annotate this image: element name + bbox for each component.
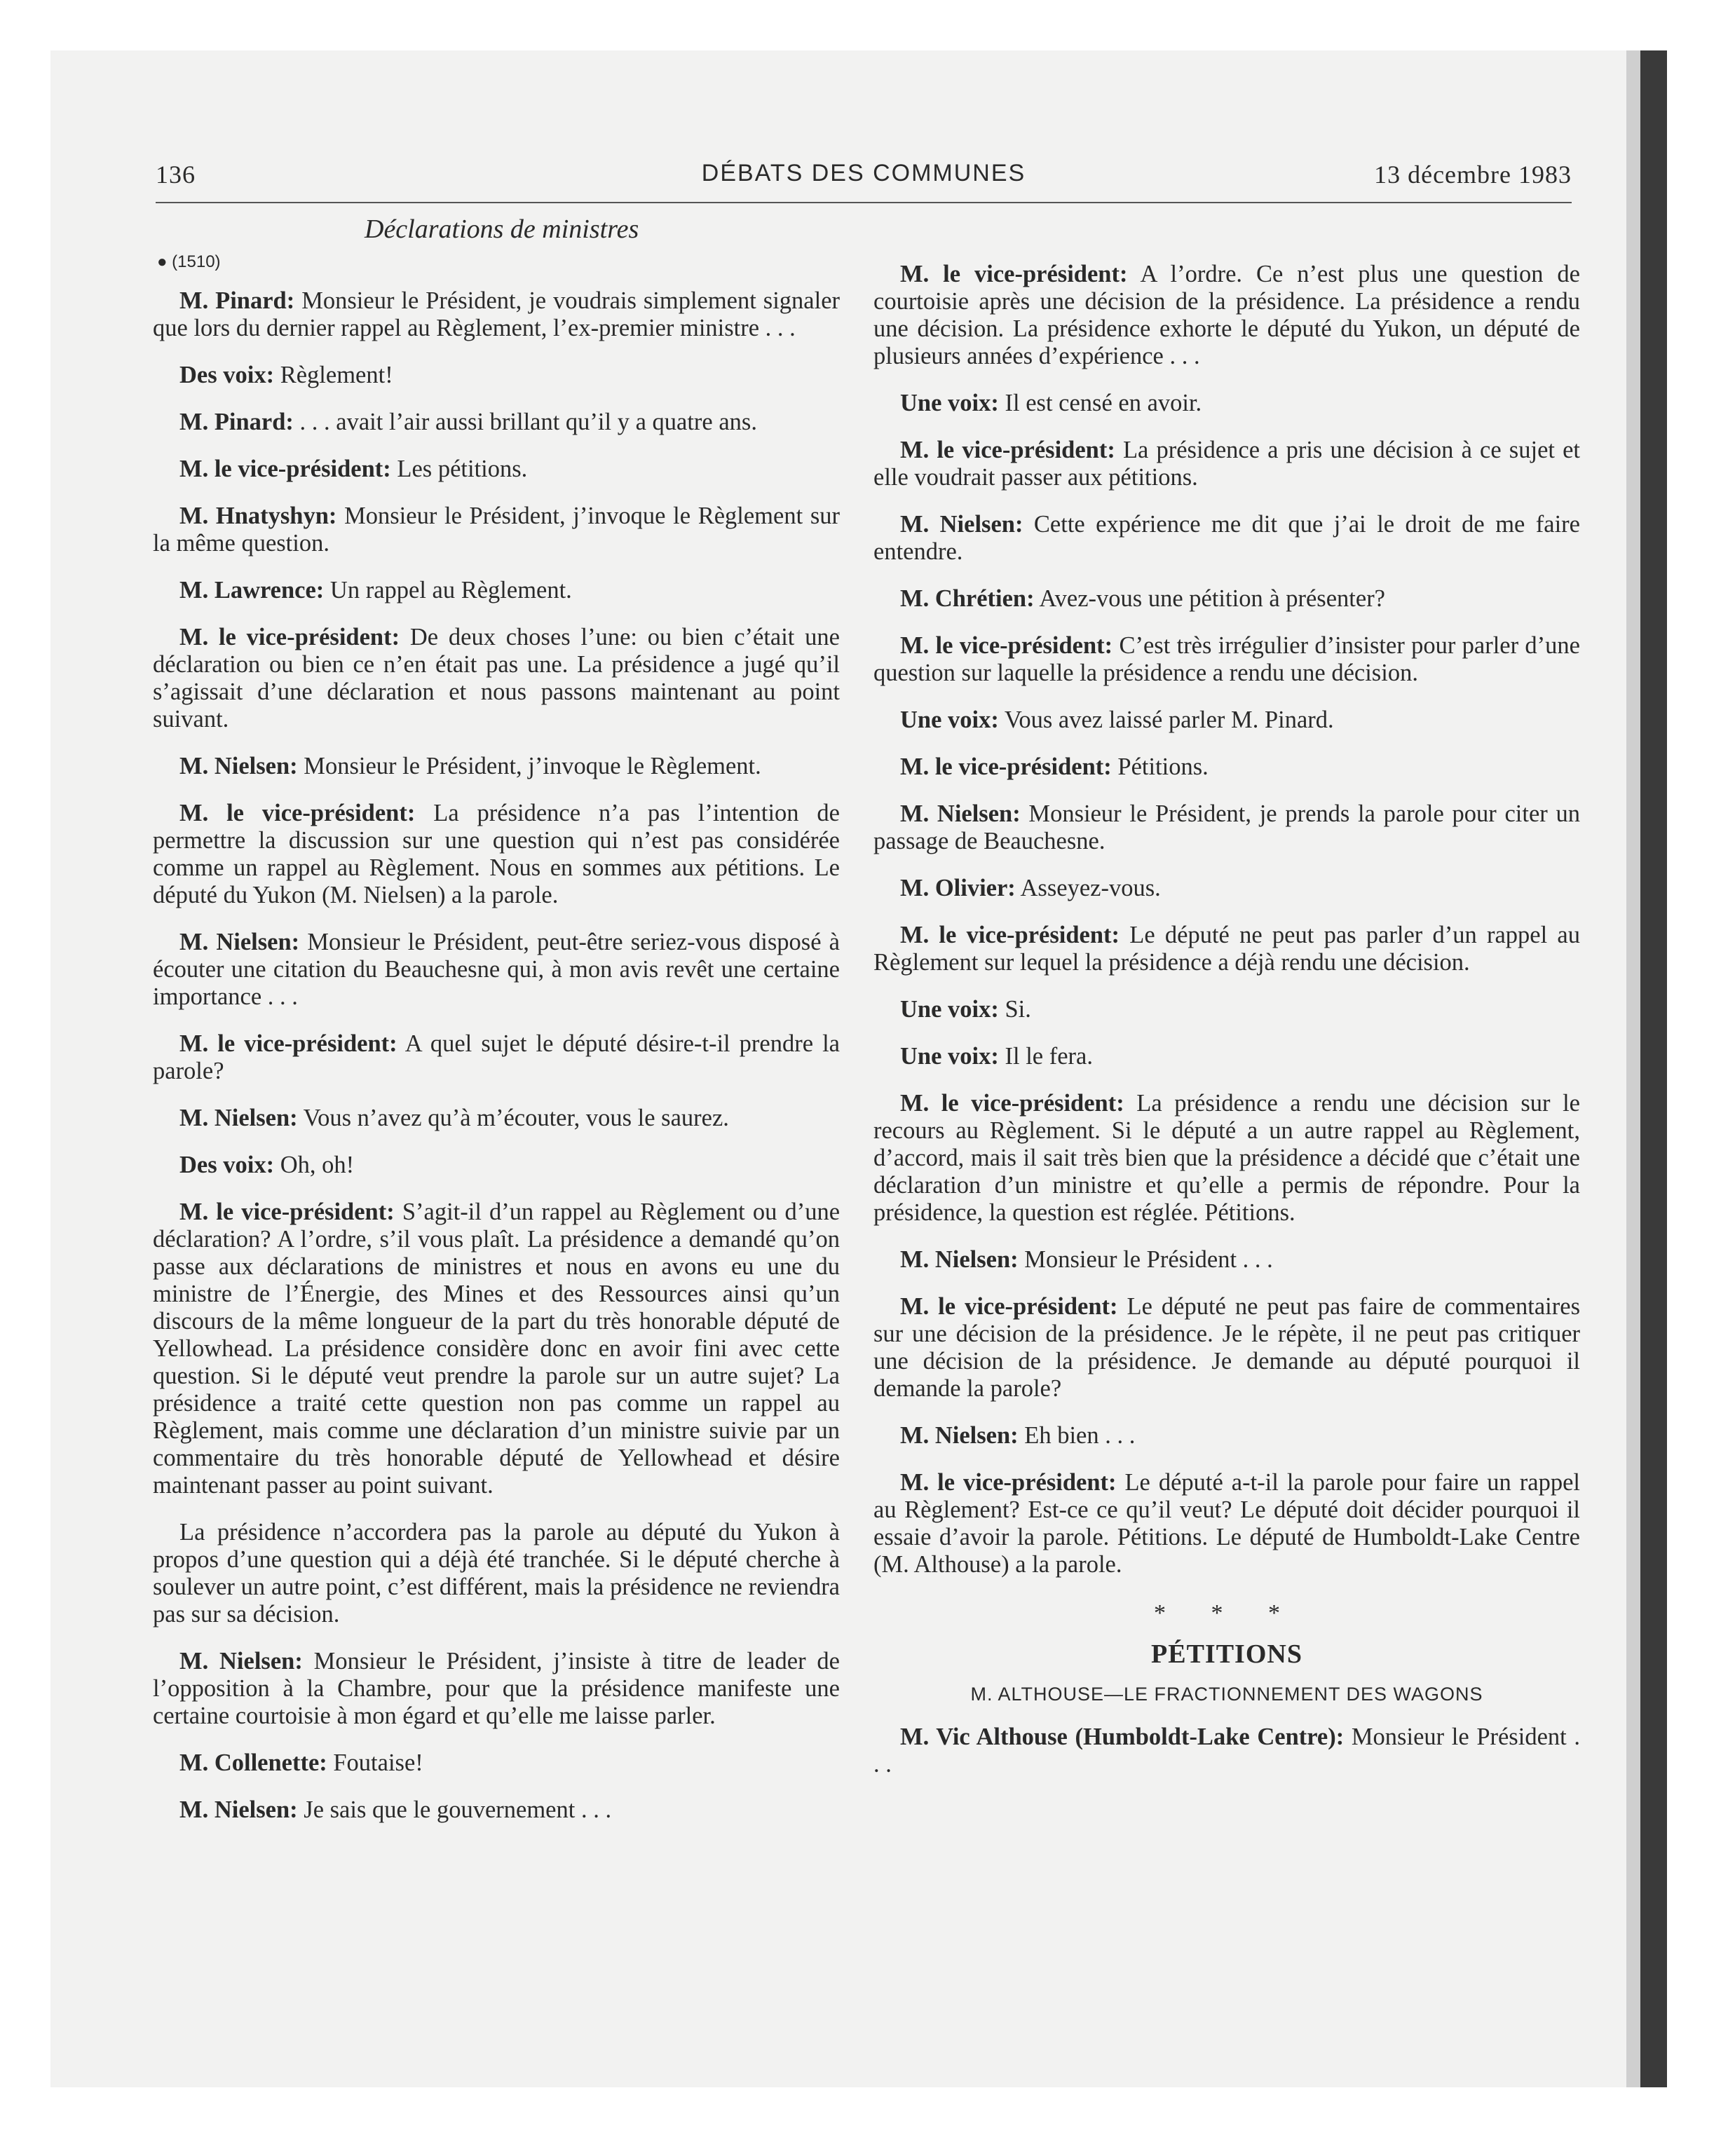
speech-paragraph — [873, 261, 1580, 370]
speech-text: Monsieur le Président, j’insiste à titre de leader de l’opposition à la Chambre, pour que la présidence manifeste une certaine courtoisie à mon égard et qu’elle me laisse parler. — [153, 1648, 840, 1729]
speaker-name: M. Nielsen: — [179, 1648, 303, 1674]
speech-text: Monsieur le Président . . . — [1018, 1246, 1273, 1273]
speaker-name: M. le vice-président: — [900, 1469, 1117, 1496]
speech-text: La présidence a pris une décision à ce sujet et elle voudrait passer aux pétitions. — [873, 437, 1581, 491]
speaker-name: Une voix: — [900, 390, 999, 416]
speech-paragraph — [153, 753, 840, 780]
speech-text: Monsieur le Président, je prends la parole pour citer un passage de Beauchesne. — [873, 800, 1580, 854]
speech-text: Vous avez laissé parler M. Pinard. — [998, 707, 1334, 733]
right-column — [873, 261, 1580, 1798]
speech-text: Il est censé en avoir. — [998, 390, 1202, 416]
speech-text: Asseyez-vous. — [1015, 875, 1161, 901]
speaker-name: M. le vice-président: — [900, 1090, 1124, 1117]
speaker-name: M. le vice-président: — [900, 437, 1115, 463]
speaker-name: Des voix: — [179, 362, 275, 388]
speech-text: Règlement! — [274, 362, 393, 388]
section-heading: Déclarations de ministres — [365, 214, 639, 244]
speech-paragraph — [873, 1246, 1580, 1274]
speech-text: Monsieur le Président . . . — [873, 1724, 1580, 1778]
speech-paragraph — [153, 577, 840, 604]
issue-date: 13 décembre 1983 — [1374, 161, 1572, 189]
speech-paragraph — [153, 409, 840, 436]
speech-text: . . . avait l’air aussi brillant qu’il y a quatre ans. — [293, 409, 757, 435]
speech-text: Un rappel au Règlement. — [324, 577, 572, 603]
speech-paragraph — [873, 585, 1580, 613]
speech-text: La présidence n’a pas l’intention de permettre la discussion sur une question qui n’est pas considérée comme un rappel au Règlement. Nous en sommes aux pétitions. Le député du Yukon (M. Nielsen) a la parole. — [153, 800, 840, 908]
speaker-name: M. le vice-président: — [179, 456, 391, 482]
time-marker: ● (1510) — [157, 252, 221, 271]
petitions-heading: PÉTITIONS — [1151, 1639, 1302, 1669]
page-number: 136 — [156, 161, 196, 189]
speech-paragraph — [153, 1199, 840, 1499]
speaker-name: Une voix: — [900, 1043, 999, 1070]
speech-text: Le député a-t-il la parole pour faire un rappel au Règlement? Est-ce ce qu’il veut? Le député doit décider pourquoi il essaie d’avoir la parole. Pétitions. Le député de Humboldt-Lake Centre (M. Althouse) a la parole. — [873, 1469, 1580, 1578]
speech-paragraph — [153, 287, 840, 342]
left-column — [153, 287, 840, 1843]
speech-paragraph — [873, 632, 1580, 687]
speaker-name: Une voix: — [900, 707, 999, 733]
speech-paragraph — [153, 1105, 840, 1132]
speech-text: A quel sujet le député désire-t-il prendre la parole? — [153, 1030, 840, 1084]
speech-paragraph — [873, 1293, 1580, 1403]
speaker-name: M. Nielsen: — [179, 1105, 298, 1131]
speech-paragraph — [873, 437, 1580, 491]
speech-paragraph — [153, 362, 840, 389]
speaker-name: M. Pinard: — [179, 287, 295, 314]
speech-text: S’agit-il d’un rappel au Règlement ou d’une déclaration? A l’ordre, s’il vous plaît. La présidence a demandé qu’on passe aux déclarations de ministres et nous en avons eu une du ministre de l’Énergie, des Mines et des Ressources ainsi qu’un discours de la même longueur de la part du très honorable député de Yellowhead. La présidence considère donc en avoir fini avec cette question. Si le député veut prendre la parole sur un autre sujet? La présidence a traité cette question non pas comme un rappel au Règlement, mais comme une déclaration d’un ministre suivie par un commentaire du très honorable député de Yellowhead et désire maintenant passer au point suivant. — [153, 1199, 841, 1499]
speech-paragraph — [153, 1030, 840, 1085]
speech-text: Vous n’avez qu’à m’écouter, vous le saurez. — [297, 1105, 729, 1131]
speech-paragraph — [873, 1422, 1580, 1449]
speaker-name: M. Nielsen: — [179, 929, 300, 955]
speech-paragraph — [873, 922, 1580, 976]
speaker-name: M. Pinard: — [179, 409, 294, 435]
speaker-name: M. Hnatyshyn: — [179, 503, 337, 529]
speaker-name: Des voix: — [179, 1152, 275, 1178]
speech-text: Le député ne peut pas faire de commentaires sur une décision de la présidence. Je le répète, il ne peut pas critiquer une décision de la présidence. Je demande au député pourquoi il demande la parole? — [873, 1293, 1580, 1402]
speech-paragraph — [873, 753, 1580, 781]
speech-paragraph — [153, 1519, 840, 1628]
speech-text: Il le fera. — [998, 1043, 1093, 1070]
speech-text: A l’ordre. Ce n’est plus une question de courtoisie après une décision de la présidence. La présidence a rendu une décision. La présidence exhorte le député du Yukon, un député de plusieurs années d’expérience . . . — [873, 261, 1580, 369]
speech-paragraph — [153, 456, 840, 483]
page-binding-edge — [1640, 50, 1667, 2087]
speaker-name: M. Nielsen: — [179, 1796, 298, 1823]
speech-text: Monsieur le Président, peut-être seriez-vous disposé à écouter une citation du Beauchesne qui, à mon avis revêt une certaine importance . . . — [153, 929, 840, 1010]
speaker-name: M. le vice-président: — [900, 632, 1113, 659]
speech-text: Avez-vous une pétition à présenter? — [1034, 585, 1385, 612]
speaker-name: M. Olivier: — [900, 875, 1016, 901]
speech-text: Je sais que le gouvernement . . . — [297, 1796, 612, 1823]
speech-text: Eh bien . . . — [1018, 1422, 1136, 1449]
speech-text: La présidence a rendu une décision sur le recours au Règlement. Si le député a un autre rappel au Règlement, d’accord, mais il sait très bien que la présidence a décidé que c’était une déclaration d’un ministre et qu’elle a permis de répondre. Pour la présidence, la question est réglée. Pétitions. — [873, 1090, 1580, 1226]
speaker-name: M. Nielsen: — [900, 1422, 1019, 1449]
speaker-name: M. le vice-président: — [179, 1199, 395, 1225]
speech-text: Pétitions. — [1111, 753, 1209, 780]
speaker-name: M. Collenette: — [179, 1749, 327, 1776]
speech-text: Foutaise! — [327, 1749, 423, 1776]
speech-text: Les pétitions. — [390, 456, 528, 482]
speech-paragraph — [873, 1724, 1580, 1778]
speech-paragraph — [873, 390, 1580, 417]
speaker-name: M. le vice-président: — [179, 624, 400, 650]
speech-text: C’est très irrégulier d’insister pour parler d’une question sur laquelle la présidence a rendu une décision. — [873, 632, 1580, 686]
speech-paragraph — [873, 800, 1580, 855]
speech-paragraph — [873, 1043, 1580, 1070]
speaker-name: M. le vice-président: — [900, 753, 1112, 780]
speaker-name: M. le vice-président: — [900, 261, 1128, 287]
speech-paragraph — [873, 1090, 1580, 1227]
speaker-name: M. Lawrence: — [179, 577, 325, 603]
speaker-name: M. Nielsen: — [900, 1246, 1019, 1273]
petition-subheading: M. ALTHOUSE—LE FRACTIONNEMENT DES WAGONS — [970, 1684, 1483, 1705]
speaker-name: M. le vice-président: — [179, 1030, 397, 1057]
speech-text: Oh, oh! — [274, 1152, 355, 1178]
speaker-name: M. Chrétien: — [900, 585, 1035, 612]
speaker-name: M. Nielsen: — [900, 800, 1021, 827]
speech-paragraph — [153, 800, 840, 909]
page-binding-shadow — [1626, 50, 1642, 2087]
speech-text: Monsieur le Président, j’invoque le Règlement. — [297, 753, 761, 779]
speaker-name: M. le vice-président: — [900, 922, 1120, 948]
speaker-name: M. le vice-président: — [900, 1293, 1118, 1320]
speech-text: Cette expérience me dit que j’ai le droit de me faire entendre. — [873, 511, 1580, 565]
publication-title: DÉBATS DES COMMUNES — [701, 160, 1026, 186]
speech-text: Monsieur le Président, j’invoque le Règlement sur la même question. — [153, 503, 840, 557]
page-header — [156, 160, 1572, 203]
section-separator: * * * — [1154, 1600, 1300, 1626]
speaker-name: M. le vice-président: — [179, 800, 416, 826]
speech-text: De deux choses l’une: ou bien c’était une déclaration ou bien ce n’en était pas une. La présidence a jugé qu’il s’agissait d’une déclaration et nous passons maintenant au point suivant. — [153, 624, 840, 732]
speaker-name: M. Vic Althouse (Humboldt-Lake Centre): — [900, 1724, 1345, 1750]
speech-paragraph — [153, 1648, 840, 1730]
speech-paragraph — [873, 511, 1580, 566]
speech-paragraph — [153, 929, 840, 1011]
speech-paragraph — [153, 503, 840, 557]
speech-text: La présidence n’accordera pas la parole au député du Yukon à propos d’une question qui a déjà été tranchée. Si le député cherche à soulever un autre point, c’est différent, mais la présidence ne reviendra pas sur sa décision. — [153, 1519, 840, 1628]
speech-paragraph — [873, 996, 1580, 1023]
speaker-name: M. Nielsen: — [179, 753, 298, 779]
speech-paragraph — [873, 1469, 1580, 1578]
speech-text: Monsieur le Président, je voudrais simplement signaler que lors du dernier rappel au Règlement, l’ex-premier ministre . . . — [153, 287, 840, 341]
speech-paragraph — [873, 707, 1580, 734]
speech-paragraph — [153, 1749, 840, 1777]
speech-paragraph — [153, 1796, 840, 1824]
speech-paragraph — [153, 1152, 840, 1179]
speech-paragraph — [153, 624, 840, 733]
speaker-name: M. Nielsen: — [900, 511, 1023, 538]
speech-paragraph — [873, 875, 1580, 902]
speech-text: Le député ne peut pas parler d’un rappel au Règlement sur lequel la présidence a déjà rendu une décision. — [873, 922, 1580, 976]
speaker-name: Une voix: — [900, 996, 999, 1023]
speech-text: Si. — [998, 996, 1031, 1023]
